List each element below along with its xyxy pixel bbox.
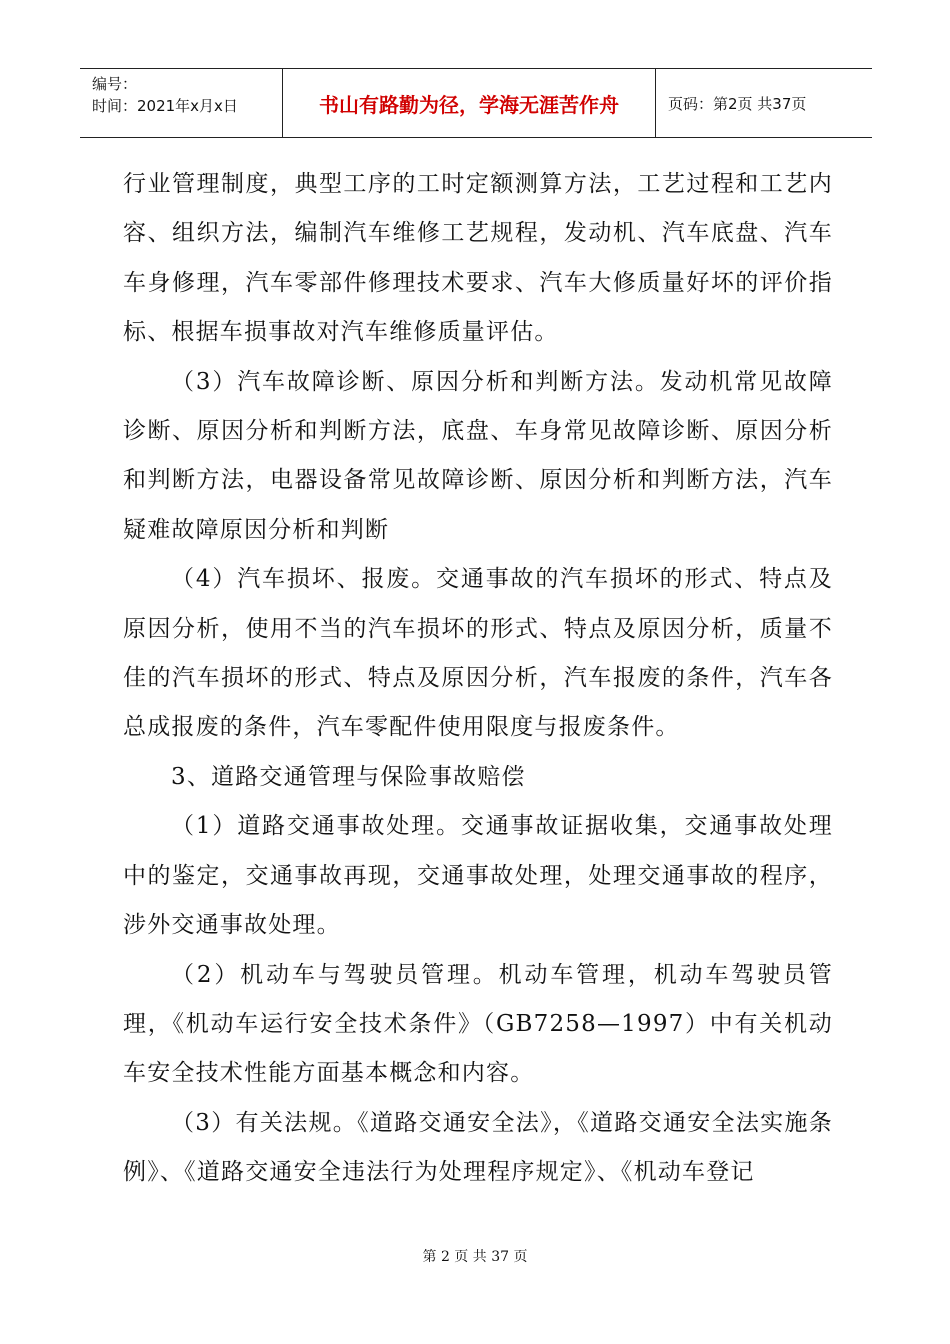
document-number-label: 编号：: [92, 75, 138, 93]
paragraph: （4）汽车损坏、报废。交通事故的汽车损坏的形式、特点及原因分析，使用不当的汽车损坏的形式、特点及原因分析，质量不佳的汽车损坏的形式、特点及原因分析，汽车报废的条件，汽车各总成报废的条件，汽车零配件使用限度与报废条件。: [123, 566, 833, 741]
document-time-label: 时间：2021年x月x日: [92, 97, 238, 115]
section-heading: 3、道路交通管理与保险事故赔偿: [171, 763, 526, 790]
paragraph: （2）机动车与驾驶员管理。机动车管理，机动车驾驶员管理，《机动车运行安全技术条件》（GB7258—1997）中有关机动车安全技术性能方面基本概念和内容。: [123, 961, 833, 1087]
page-header: [80, 68, 872, 138]
paragraph: （3）汽车故障诊断、原因分析和判断方法。发动机常见故障诊断、原因分析和判断方法，底盘、车身常见故障诊断、原因分析和判断方法，电器设备常见故障诊断、原因分析和判断方法，汽车疑难故障原因分析和判断: [123, 368, 833, 543]
document-body: [123, 160, 833, 1198]
paragraph: （3）有关法规。《道路交通安全法》，《道路交通安全法实施条例》、《道路交通安全违法行为处理程序规定》、《机动车登记: [123, 1109, 833, 1186]
header-motto: 书山有路勤为径，学海无涯苦作舟: [283, 69, 656, 137]
header-meta: [80, 69, 283, 137]
header-page-code: 页码：第2页 共37页: [668, 94, 807, 113]
page-footer: 第 2 页 共 37 页: [422, 1249, 528, 1265]
paragraph: 行业管理制度，典型工序的工时定额测算方法，工艺过程和工艺内容、组织方法，编制汽车维修工艺规程，发动机、汽车底盘、汽车车身修理，汽车零部件修理技术要求、汽车大修质量好坏的评价指标、根据车损事故对汽车维修质量评估。: [123, 171, 833, 346]
paragraph: （1）道路交通事故处理。交通事故证据收集，交通事故处理中的鉴定，交通事故再现，交通事故处理，处理交通事故的程序，涉外交通事故处理。: [123, 813, 833, 939]
